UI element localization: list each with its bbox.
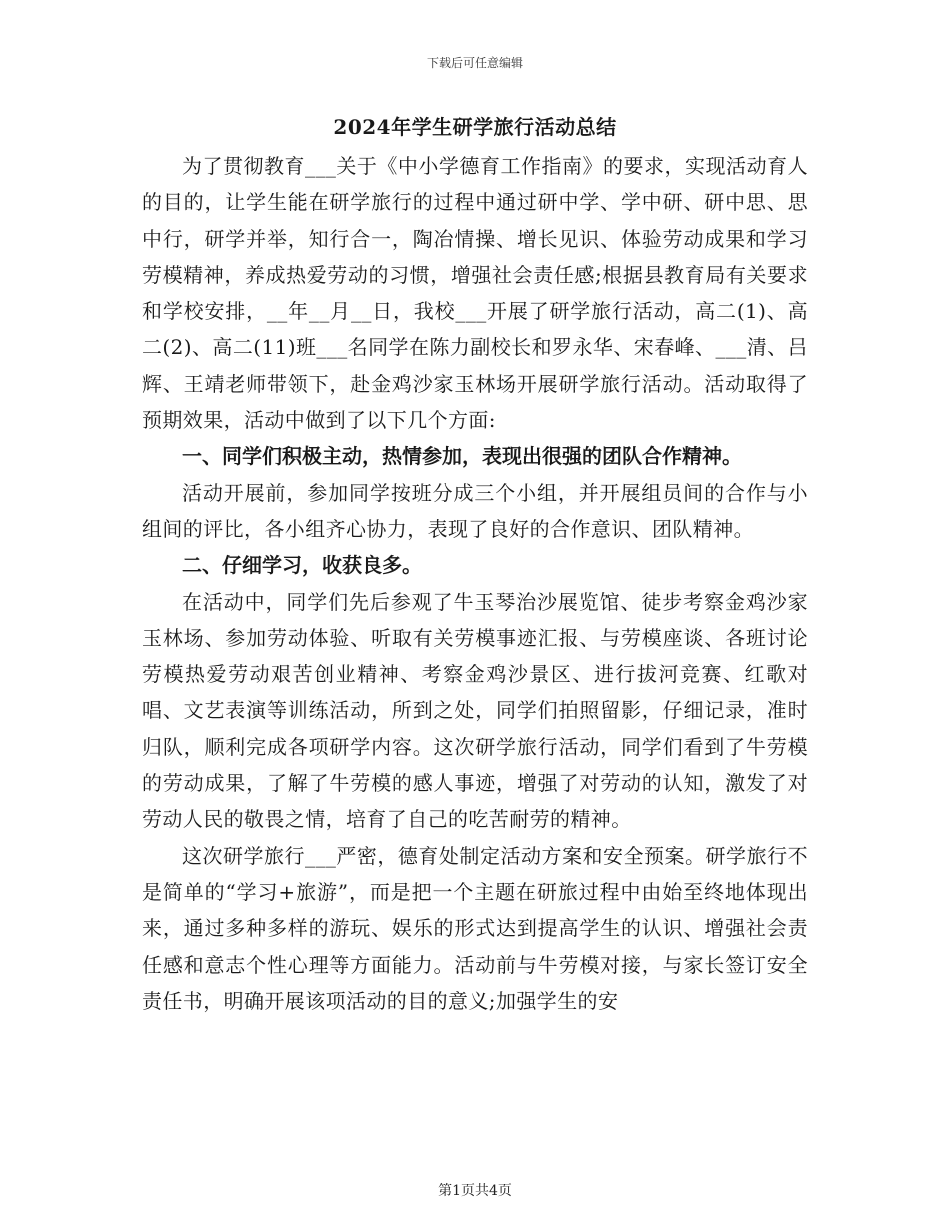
paragraph-intro: 为了贯彻教育___关于《中小学德育工作指南》的要求，实现活动育人的目的，让学生能在研学旅行的过程中通过研中学、学中研、研中思、思中行，研学并举，知行合一，陶冶情操、增长见识、体验劳动成果和学习劳模精神，养成热爱劳动的习惯，增强社会责任感;根据县教育局有关要求和学校安排，__年__月__日，我校___开展了研学旅行活动，高二(1)、高二(2)、高二(11)班___名同学在陈力副校长和罗永华、宋春峰、___清、吕辉、王靖老师带领下，赴金鸡沙家玉林场开展研学旅行活动。活动取得了预期效果，活动中做到了以下几个方面: — [142, 154, 808, 433]
paragraph-activities: 在活动中，同学们先后参观了牛玉琴治沙展览馆、徒步考察金鸡沙家玉林场、参加劳动体验、听取有关劳模事迹汇报、与劳模座谈、各班讨论劳模热爱劳动艰苦创业精神、考察金鸡沙景区、进行拔河竞赛、红歌对唱、文艺表演等训练活动，所到之处，同学们拍照留影，仔细记录，准时归队，顺利完成各项研学内容。这次研学旅行活动，同学们看到了牛劳模的劳动成果，了解了牛劳模的感人事迹，增强了对劳动的认知，激发了对劳动人民的敬畏之情，培育了自己的吃苦耐劳的精神。 — [142, 589, 808, 832]
page-header-note: 下载后可任意编辑 — [426, 56, 523, 70]
document-title: 2024年学生研学旅行活动总结 — [333, 115, 617, 139]
document-body — [142, 112, 808, 1019]
paragraph-teamwork: 活动开展前，参加同学按班分成三个小组，并开展组员间的合作与小组间的评比，各小组齐心协力，表现了良好的合作意识、团队精神。 — [142, 480, 808, 541]
page-number: 第1页共4页 — [438, 1183, 512, 1199]
paragraph-organization: 这次研学旅行___严密，德育处制定活动方案和安全预案。研学旅行不是简单的“学习+旅游”，而是把一个主题在研旅过程中由始至终地体现出来，通过多种多样的游玩、娱乐的形式达到提高学生的认识、增强社会责任感和意志个性心理等方面能力。活动前与牛劳模对接，与家长签订安全责任书，明确开展该项活动的目的意义;加强学生的安 — [142, 843, 808, 1013]
section-heading-1: 一、同学们积极主动，热情参加，表现出很强的团队合作精神。 — [182, 444, 742, 469]
section-heading-2: 二、仔细学习，收获良多。 — [182, 553, 422, 578]
